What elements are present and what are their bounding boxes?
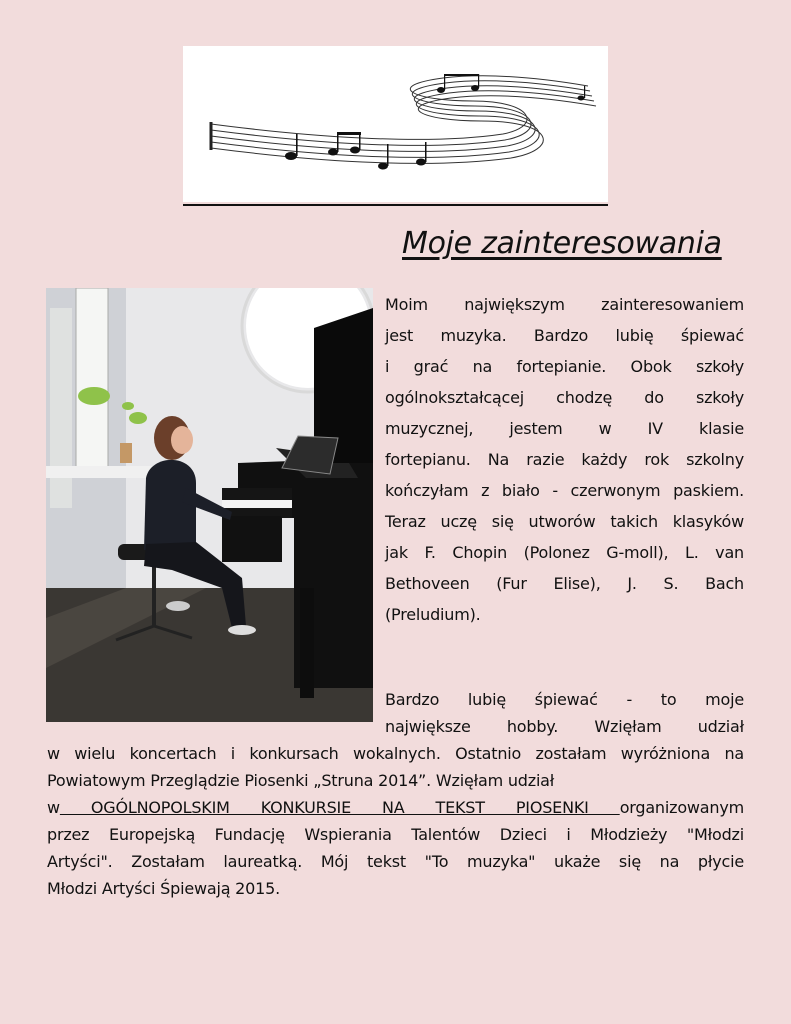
text-line: jest muzyka. Bardzo lubię śpiewać — [385, 326, 744, 345]
text-fragment: organizowanym — [619, 798, 744, 817]
text-line: przez Europejską Fundację Wspierania Talentów Dzieci i Młodzieży "Młodzi — [47, 825, 744, 844]
text-line: Bardzo lubię śpiewać - to moje — [385, 690, 744, 709]
text-line: Młodzi Artyści Śpiewają 2015. — [47, 879, 280, 898]
paragraph-singing-continued — [47, 740, 744, 902]
text-fragment: w — [47, 798, 60, 817]
paragraph-singing-start — [385, 686, 744, 740]
text-line — [47, 794, 744, 821]
text-line: Moim największym zainteresowaniem — [385, 295, 744, 314]
page-title: Moje zainteresowania — [402, 226, 722, 261]
text-line: Bethoveen (Fur Elise), J. S. Bach — [385, 574, 744, 593]
music-staff-illustration — [183, 46, 608, 202]
text-line: muzycznej, jestem w IV klasie — [385, 419, 744, 438]
text-line: ogólnokształcącej chodzę do szkoły — [385, 388, 744, 407]
text-line: fortepianu. Na razie każdy rok szkolny — [385, 450, 744, 469]
girl-at-piano-image — [46, 288, 373, 722]
contest-name-underlined: OGÓLNOPOLSKIM KONKURSIE NA TEKST PIOSENKI — [59, 798, 620, 817]
text-line: i grać na fortepianie. Obok szkoły — [385, 357, 744, 376]
text-line: jak F. Chopin (Polonez G-moll), L. van — [385, 543, 744, 562]
text-line: największe hobby. Wzięłam udział — [385, 717, 744, 736]
text-line: Artyści". Zostałam laureatką. Mój tekst "To muzyka" ukaże się na płycie — [47, 852, 744, 871]
text-line: (Preludium). — [385, 605, 481, 624]
text-line: Powiatowym Przeglądzie Piosenki „Struna 2014”. Wzięłam udział — [47, 771, 555, 790]
text-line: Teraz uczę się utworów takich klasyków — [385, 512, 744, 531]
music-notes-banner — [183, 46, 608, 202]
banner-divider — [183, 204, 608, 206]
paragraph-music-interests — [385, 289, 744, 630]
text-line: kończyłam z biało - czerwonym paskiem. — [385, 481, 744, 500]
text-line: w wielu koncertach i konkursach wokalnych. Ostatnio zostałam wyróżniona na — [47, 744, 744, 763]
piano-photo — [46, 288, 373, 722]
